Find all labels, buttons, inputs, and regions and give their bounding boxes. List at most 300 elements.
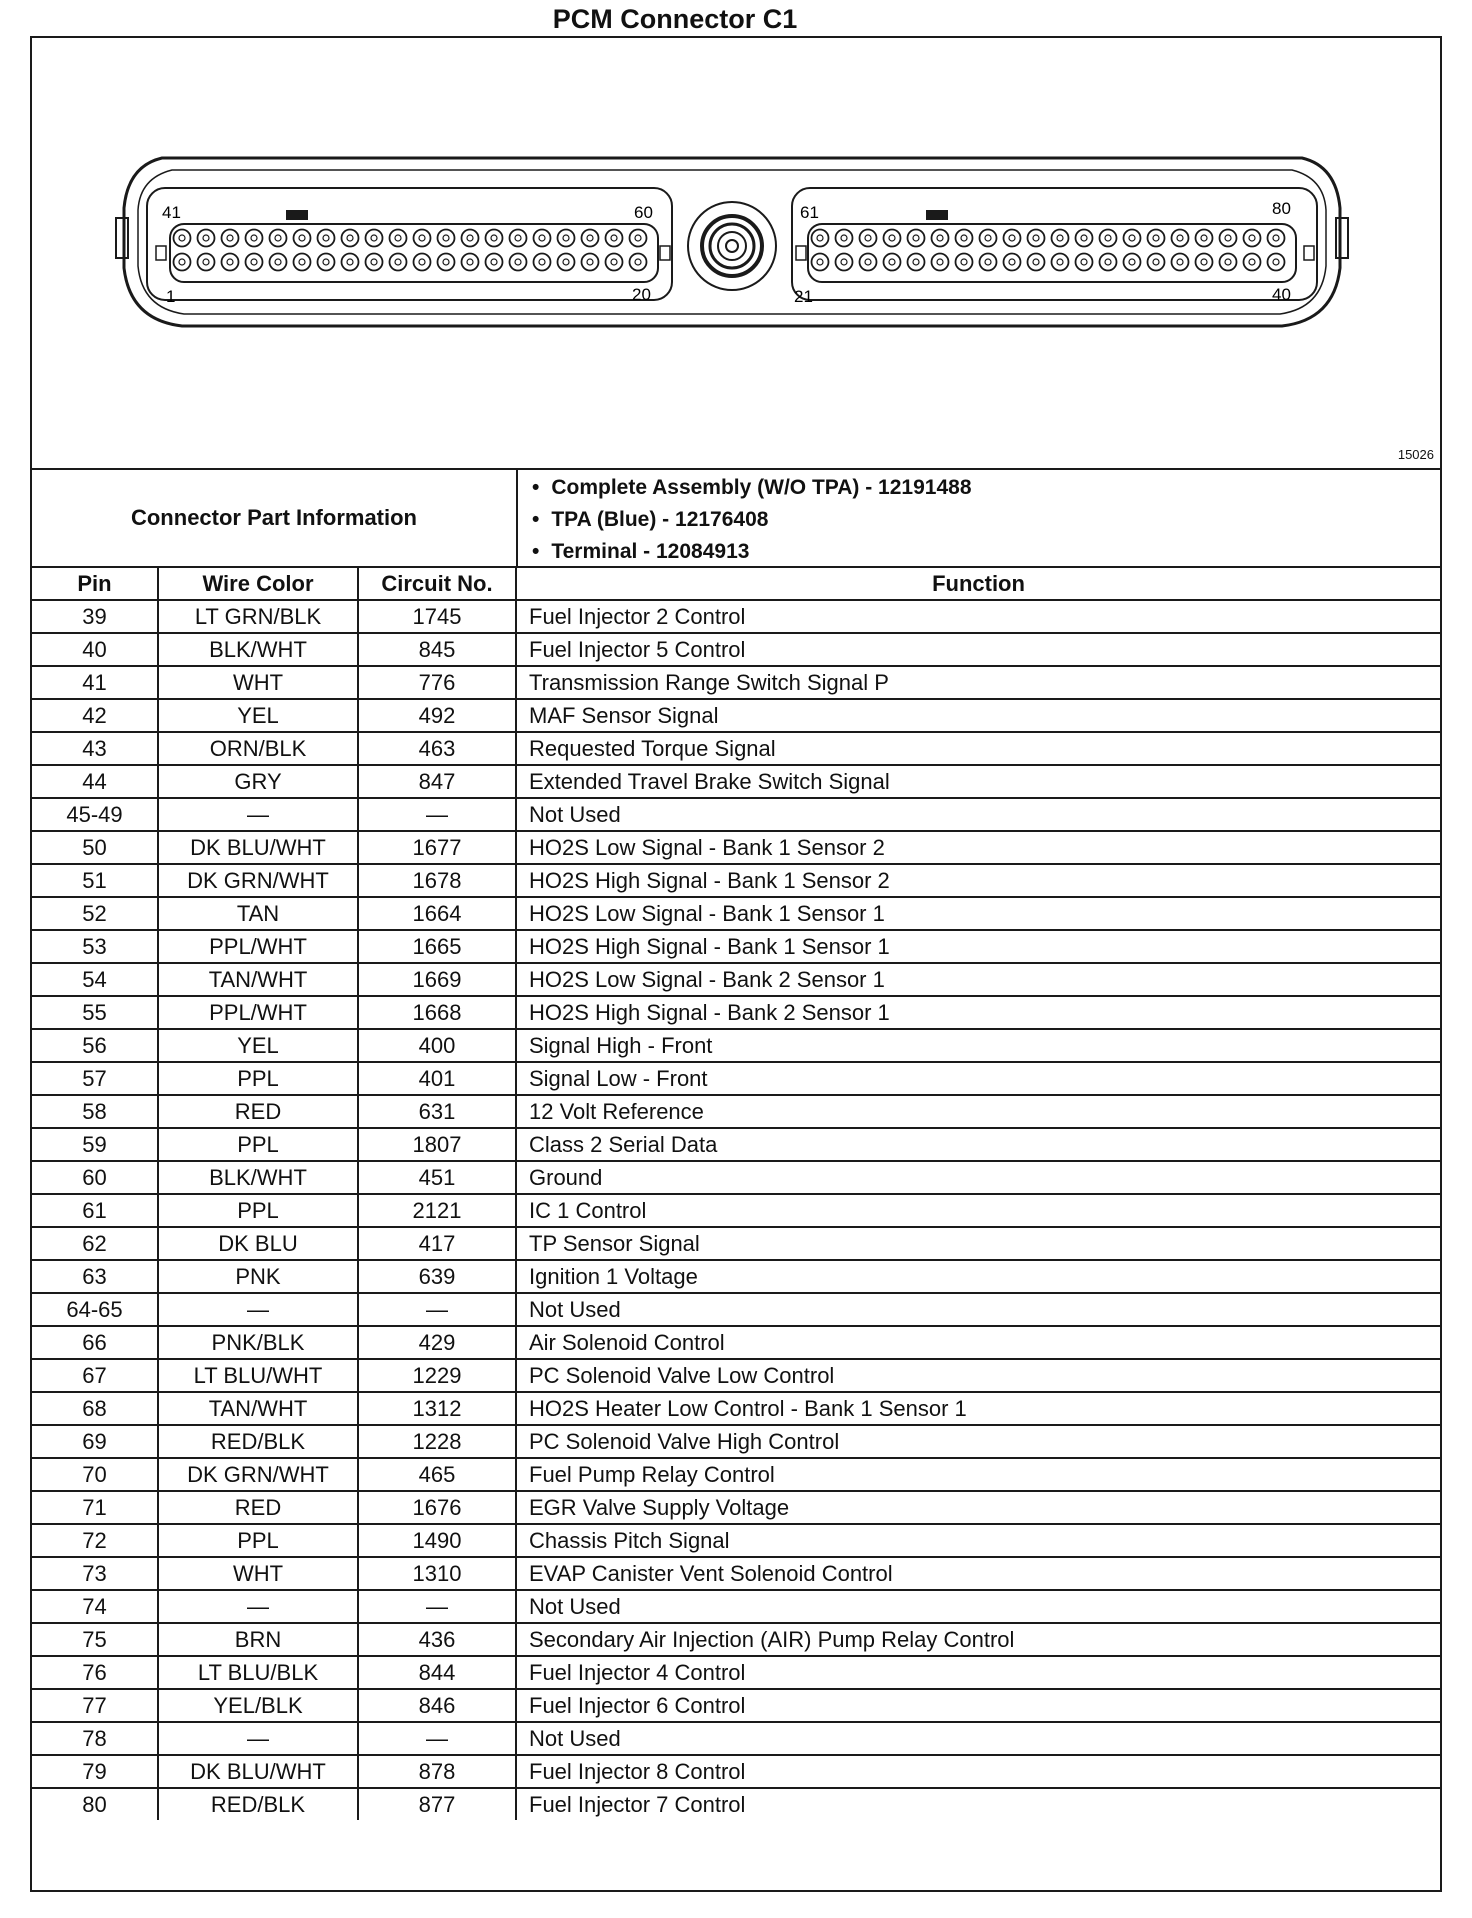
pin-hole bbox=[630, 230, 647, 247]
table-row bbox=[32, 831, 1440, 864]
function-cell: Transmission Range Switch Signal P bbox=[516, 666, 1440, 699]
pin-hole bbox=[438, 254, 455, 271]
pin-hole-center bbox=[1177, 235, 1183, 241]
pin-hole-center bbox=[371, 235, 377, 241]
wire-color-cell: LT GRN/BLK bbox=[158, 600, 358, 633]
wire-color-cell: DK GRN/WHT bbox=[158, 864, 358, 897]
pin-hole bbox=[908, 254, 925, 271]
left-small-latch-right bbox=[660, 246, 670, 260]
pin-cell: 72 bbox=[32, 1524, 158, 1557]
wire-color-cell: — bbox=[158, 798, 358, 831]
table-row bbox=[32, 963, 1440, 996]
pin-hole-center bbox=[515, 259, 521, 265]
function-cell: HO2S Low Signal - Bank 1 Sensor 2 bbox=[516, 831, 1440, 864]
pin-hole-center bbox=[635, 235, 641, 241]
pin-hole-center bbox=[865, 235, 871, 241]
pin-hole-center bbox=[563, 259, 569, 265]
pin-hole bbox=[860, 254, 877, 271]
pin-hole-center bbox=[985, 235, 991, 241]
table-row bbox=[32, 996, 1440, 1029]
pin-hole bbox=[956, 230, 973, 247]
pin-cell: 42 bbox=[32, 699, 158, 732]
pin-label-21: 21 bbox=[794, 287, 813, 306]
pin-hole bbox=[462, 230, 479, 247]
connector-diagram bbox=[32, 38, 1440, 470]
table-row bbox=[32, 1788, 1440, 1820]
pin-hole bbox=[582, 254, 599, 271]
pin-hole-center bbox=[913, 259, 919, 265]
pin-cell: 69 bbox=[32, 1425, 158, 1458]
pin-hole-center bbox=[1153, 235, 1159, 241]
pin-hole-center bbox=[371, 259, 377, 265]
circuit-cell: 846 bbox=[358, 1689, 516, 1722]
function-cell: Fuel Injector 8 Control bbox=[516, 1755, 1440, 1788]
wire-color-cell: — bbox=[158, 1722, 358, 1755]
function-cell: EGR Valve Supply Voltage bbox=[516, 1491, 1440, 1524]
pin-label-60: 60 bbox=[634, 203, 653, 222]
circuit-cell: 844 bbox=[358, 1656, 516, 1689]
table-row bbox=[32, 600, 1440, 633]
function-cell: PC Solenoid Valve Low Control bbox=[516, 1359, 1440, 1392]
header-function: Function bbox=[516, 567, 1440, 600]
pin-hole bbox=[1220, 230, 1237, 247]
wire-color-cell: DK GRN/WHT bbox=[158, 1458, 358, 1491]
pin-hole-center bbox=[865, 259, 871, 265]
pin-hole bbox=[884, 230, 901, 247]
table-row bbox=[32, 666, 1440, 699]
pin-hole bbox=[1172, 230, 1189, 247]
right-small-latch bbox=[1304, 246, 1314, 260]
wire-color-cell: RED bbox=[158, 1095, 358, 1128]
wire-color-cell: WHT bbox=[158, 666, 358, 699]
pin-hole bbox=[812, 230, 829, 247]
table-row bbox=[32, 699, 1440, 732]
table-row bbox=[32, 1722, 1440, 1755]
circuit-cell: 631 bbox=[358, 1095, 516, 1128]
pin-hole bbox=[486, 230, 503, 247]
table-row bbox=[32, 864, 1440, 897]
circuit-cell: 776 bbox=[358, 666, 516, 699]
center-bolt-ring-3 bbox=[718, 232, 746, 260]
function-cell: Ground bbox=[516, 1161, 1440, 1194]
pin-hole bbox=[366, 230, 383, 247]
pin-cell: 73 bbox=[32, 1557, 158, 1590]
table-row bbox=[32, 1755, 1440, 1788]
circuit-cell: 1312 bbox=[358, 1392, 516, 1425]
circuit-cell: 417 bbox=[358, 1227, 516, 1260]
circuit-cell: 401 bbox=[358, 1062, 516, 1095]
pin-hole-center bbox=[937, 235, 943, 241]
pin-hole-center bbox=[1225, 235, 1231, 241]
wire-color-cell: PPL bbox=[158, 1128, 358, 1161]
function-cell: Signal Low - Front bbox=[516, 1062, 1440, 1095]
circuit-cell: 436 bbox=[358, 1623, 516, 1656]
table-row bbox=[32, 1557, 1440, 1590]
pin-hole-center bbox=[467, 259, 473, 265]
pin-cell: 39 bbox=[32, 600, 158, 633]
pin-hole bbox=[980, 254, 997, 271]
circuit-cell: 451 bbox=[358, 1161, 516, 1194]
table-row bbox=[32, 732, 1440, 765]
pin-cell: 77 bbox=[32, 1689, 158, 1722]
pin-hole-center bbox=[539, 235, 545, 241]
function-cell: Chassis Pitch Signal bbox=[516, 1524, 1440, 1557]
circuit-cell: 1665 bbox=[358, 930, 516, 963]
pin-hole bbox=[222, 230, 239, 247]
pin-cell: 64-65 bbox=[32, 1293, 158, 1326]
circuit-cell: 1807 bbox=[358, 1128, 516, 1161]
pin-hole bbox=[294, 230, 311, 247]
table-row bbox=[32, 1161, 1440, 1194]
part-info-item: • Terminal - 12084913 bbox=[532, 536, 972, 568]
circuit-cell: 1228 bbox=[358, 1425, 516, 1458]
pin-hole-center bbox=[467, 235, 473, 241]
table-row bbox=[32, 1194, 1440, 1227]
pin-cell: 70 bbox=[32, 1458, 158, 1491]
function-cell: Not Used bbox=[516, 1722, 1440, 1755]
circuit-cell: 465 bbox=[358, 1458, 516, 1491]
pin-hole bbox=[510, 254, 527, 271]
wire-color-cell: — bbox=[158, 1293, 358, 1326]
wire-color-cell: YEL bbox=[158, 1029, 358, 1062]
pin-hole bbox=[1028, 254, 1045, 271]
pin-hole bbox=[836, 254, 853, 271]
pin-hole-center bbox=[1201, 259, 1207, 265]
circuit-cell: 845 bbox=[358, 633, 516, 666]
pin-hole bbox=[294, 254, 311, 271]
pin-hole-center bbox=[1153, 259, 1159, 265]
pin-cell: 53 bbox=[32, 930, 158, 963]
wire-color-cell: PPL bbox=[158, 1062, 358, 1095]
pin-hole-center bbox=[1177, 259, 1183, 265]
pin-hole-center bbox=[179, 235, 185, 241]
pin-cell: 61 bbox=[32, 1194, 158, 1227]
wire-color-cell: GRY bbox=[158, 765, 358, 798]
left-pin-block bbox=[147, 188, 672, 300]
pin-hole bbox=[414, 230, 431, 247]
table-header-row bbox=[32, 567, 1440, 600]
pin-hole-center bbox=[539, 259, 545, 265]
function-cell: 12 Volt Reference bbox=[516, 1095, 1440, 1128]
pin-hole-center bbox=[251, 259, 257, 265]
circuit-cell: 1229 bbox=[358, 1359, 516, 1392]
pin-hole bbox=[198, 254, 215, 271]
table-row bbox=[32, 633, 1440, 666]
pin-hole-center bbox=[611, 235, 617, 241]
circuit-cell: 1677 bbox=[358, 831, 516, 864]
pin-hole bbox=[1100, 230, 1117, 247]
pin-cell: 60 bbox=[32, 1161, 158, 1194]
circuit-cell: 1664 bbox=[358, 897, 516, 930]
function-cell: Fuel Injector 6 Control bbox=[516, 1689, 1440, 1722]
pin-hole bbox=[1028, 230, 1045, 247]
table-row bbox=[32, 1260, 1440, 1293]
circuit-cell: 1745 bbox=[358, 600, 516, 633]
pin-hole bbox=[1124, 254, 1141, 271]
pin-hole-center bbox=[937, 259, 943, 265]
pin-cell: 54 bbox=[32, 963, 158, 996]
wire-color-cell: RED bbox=[158, 1491, 358, 1524]
circuit-cell: — bbox=[358, 798, 516, 831]
pin-hole-center bbox=[299, 259, 305, 265]
pin-cell: 68 bbox=[32, 1392, 158, 1425]
function-cell: EVAP Canister Vent Solenoid Control bbox=[516, 1557, 1440, 1590]
pin-hole-center bbox=[323, 259, 329, 265]
wire-color-cell: TAN/WHT bbox=[158, 963, 358, 996]
table-row bbox=[32, 1623, 1440, 1656]
pin-hole-center bbox=[1057, 259, 1063, 265]
table-row bbox=[32, 1458, 1440, 1491]
pin-cell: 71 bbox=[32, 1491, 158, 1524]
pin-hole-center bbox=[515, 235, 521, 241]
pin-hole-center bbox=[587, 235, 593, 241]
pin-hole-center bbox=[491, 259, 497, 265]
table-row bbox=[32, 1524, 1440, 1557]
table-row bbox=[32, 798, 1440, 831]
pin-hole bbox=[1052, 230, 1069, 247]
wire-color-cell: DK BLU bbox=[158, 1227, 358, 1260]
pin-hole bbox=[414, 254, 431, 271]
pin-hole bbox=[980, 230, 997, 247]
function-cell: Class 2 Serial Data bbox=[516, 1128, 1440, 1161]
pin-hole-center bbox=[203, 259, 209, 265]
part-info-item: • TPA (Blue) - 12176408 bbox=[532, 504, 972, 536]
pin-hole-center bbox=[323, 235, 329, 241]
function-cell: HO2S Low Signal - Bank 1 Sensor 1 bbox=[516, 897, 1440, 930]
pin-hole bbox=[1196, 230, 1213, 247]
pin-hole-center bbox=[1225, 259, 1231, 265]
pin-cell: 50 bbox=[32, 831, 158, 864]
circuit-cell: 639 bbox=[358, 1260, 516, 1293]
pin-hole-center bbox=[1249, 235, 1255, 241]
table-row bbox=[32, 1029, 1440, 1062]
part-info-label: Connector Part Information bbox=[32, 470, 518, 566]
table-row bbox=[32, 1656, 1440, 1689]
function-cell: HO2S High Signal - Bank 1 Sensor 2 bbox=[516, 864, 1440, 897]
function-cell: Extended Travel Brake Switch Signal bbox=[516, 765, 1440, 798]
wire-color-cell: RED/BLK bbox=[158, 1425, 358, 1458]
pin-hole-center bbox=[491, 235, 497, 241]
circuit-cell: 2121 bbox=[358, 1194, 516, 1227]
pin-hole-center bbox=[203, 235, 209, 241]
table-row bbox=[32, 1425, 1440, 1458]
pin-hole bbox=[318, 230, 335, 247]
right-latch bbox=[1336, 218, 1348, 258]
pin-hole-center bbox=[961, 259, 967, 265]
pin-hole-center bbox=[563, 235, 569, 241]
part-info-list bbox=[532, 472, 972, 568]
pin-hole-center bbox=[961, 235, 967, 241]
pin-hole-center bbox=[227, 259, 233, 265]
pin-hole bbox=[246, 254, 263, 271]
pin-hole-center bbox=[611, 259, 617, 265]
pin-hole bbox=[510, 230, 527, 247]
pin-cell: 57 bbox=[32, 1062, 158, 1095]
pin-hole bbox=[1124, 230, 1141, 247]
pin-hole bbox=[1100, 254, 1117, 271]
pin-hole bbox=[174, 230, 191, 247]
pin-hole bbox=[1268, 230, 1285, 247]
circuit-cell: 1669 bbox=[358, 963, 516, 996]
pin-hole bbox=[1076, 230, 1093, 247]
circuit-cell: — bbox=[358, 1722, 516, 1755]
pin-cell: 76 bbox=[32, 1656, 158, 1689]
function-cell: HO2S High Signal - Bank 2 Sensor 1 bbox=[516, 996, 1440, 1029]
pin-hole bbox=[606, 230, 623, 247]
wire-color-cell: BLK/WHT bbox=[158, 633, 358, 666]
circuit-cell: — bbox=[358, 1293, 516, 1326]
pin-hole-center bbox=[635, 259, 641, 265]
pin-hole bbox=[318, 254, 335, 271]
pin-hole bbox=[222, 254, 239, 271]
pin-hole bbox=[884, 254, 901, 271]
pin-hole-center bbox=[275, 235, 281, 241]
left-latch bbox=[116, 218, 128, 258]
wire-color-cell: BLK/WHT bbox=[158, 1161, 358, 1194]
function-cell: IC 1 Control bbox=[516, 1194, 1440, 1227]
function-cell: Secondary Air Injection (AIR) Pump Relay Control bbox=[516, 1623, 1440, 1656]
function-cell: HO2S High Signal - Bank 1 Sensor 1 bbox=[516, 930, 1440, 963]
table-row bbox=[32, 930, 1440, 963]
wire-color-cell: PNK/BLK bbox=[158, 1326, 358, 1359]
pin-hole bbox=[1148, 230, 1165, 247]
wire-color-cell: ORN/BLK bbox=[158, 732, 358, 765]
pin-hole bbox=[558, 230, 575, 247]
pin-hole-center bbox=[1201, 235, 1207, 241]
pin-hole-center bbox=[275, 259, 281, 265]
pin-hole bbox=[270, 254, 287, 271]
pin-hole-center bbox=[347, 235, 353, 241]
pin-hole bbox=[1172, 254, 1189, 271]
pin-hole bbox=[908, 230, 925, 247]
function-cell: PC Solenoid Valve High Control bbox=[516, 1425, 1440, 1458]
pin-hole bbox=[1148, 254, 1165, 271]
pin-hole-center bbox=[1033, 235, 1039, 241]
pin-label-20: 20 bbox=[632, 285, 651, 304]
page-title: PCM Connector C1 bbox=[552, 4, 798, 34]
pin-cell: 67 bbox=[32, 1359, 158, 1392]
pin-label-41: 41 bbox=[162, 203, 181, 222]
pin-cell: 41 bbox=[32, 666, 158, 699]
pin-hole-center bbox=[985, 259, 991, 265]
circuit-cell: 463 bbox=[358, 732, 516, 765]
table-row bbox=[32, 1095, 1440, 1128]
table-row bbox=[32, 897, 1440, 930]
function-cell: HO2S Heater Low Control - Bank 1 Sensor 1 bbox=[516, 1392, 1440, 1425]
pin-hole bbox=[812, 254, 829, 271]
pin-hole-center bbox=[1057, 235, 1063, 241]
circuit-cell: 492 bbox=[358, 699, 516, 732]
left-key bbox=[286, 210, 308, 220]
pin-hole bbox=[932, 230, 949, 247]
pin-hole bbox=[582, 230, 599, 247]
table-row bbox=[32, 1359, 1440, 1392]
function-cell: Ignition 1 Voltage bbox=[516, 1260, 1440, 1293]
pin-hole-center bbox=[179, 259, 185, 265]
pin-hole bbox=[534, 254, 551, 271]
pin-hole bbox=[438, 230, 455, 247]
wire-color-cell: TAN/WHT bbox=[158, 1392, 358, 1425]
pin-label-1: 1 bbox=[166, 287, 176, 306]
table-row bbox=[32, 1590, 1440, 1623]
wire-color-cell: YEL/BLK bbox=[158, 1689, 358, 1722]
pin-hole bbox=[270, 230, 287, 247]
function-cell: Requested Torque Signal bbox=[516, 732, 1440, 765]
function-cell: MAF Sensor Signal bbox=[516, 699, 1440, 732]
right-key bbox=[926, 210, 948, 220]
wire-color-cell: TAN bbox=[158, 897, 358, 930]
pin-hole-center bbox=[1033, 259, 1039, 265]
center-bolt-core bbox=[726, 240, 738, 252]
pin-hole bbox=[1196, 254, 1213, 271]
pin-hole bbox=[1268, 254, 1285, 271]
pin-cell: 52 bbox=[32, 897, 158, 930]
pin-cell: 78 bbox=[32, 1722, 158, 1755]
pin-hole bbox=[246, 230, 263, 247]
circuit-cell: 1678 bbox=[358, 864, 516, 897]
center-bolt-ring-2 bbox=[710, 224, 754, 268]
wire-color-cell: YEL bbox=[158, 699, 358, 732]
right-pin-field bbox=[808, 224, 1296, 282]
circuit-cell: 400 bbox=[358, 1029, 516, 1062]
pin-hole bbox=[342, 230, 359, 247]
pin-hole-center bbox=[419, 235, 425, 241]
pin-hole-center bbox=[889, 235, 895, 241]
function-cell: Not Used bbox=[516, 1293, 1440, 1326]
part-info-item: • Complete Assembly (W/O TPA) - 12191488 bbox=[532, 472, 972, 504]
wire-color-cell: PPL/WHT bbox=[158, 996, 358, 1029]
circuit-cell: 1676 bbox=[358, 1491, 516, 1524]
table-row bbox=[32, 1392, 1440, 1425]
function-cell: Fuel Pump Relay Control bbox=[516, 1458, 1440, 1491]
pin-hole-center bbox=[395, 259, 401, 265]
pin-hole bbox=[1052, 254, 1069, 271]
pin-hole bbox=[534, 230, 551, 247]
circuit-cell: 878 bbox=[358, 1755, 516, 1788]
pin-hole bbox=[956, 254, 973, 271]
circuit-cell: — bbox=[358, 1590, 516, 1623]
pin-hole-center bbox=[817, 235, 823, 241]
wire-color-cell: DK BLU/WHT bbox=[158, 831, 358, 864]
wire-color-cell: PPL/WHT bbox=[158, 930, 358, 963]
pin-hole bbox=[1220, 254, 1237, 271]
pin-cell: 74 bbox=[32, 1590, 158, 1623]
wire-color-cell: — bbox=[158, 1590, 358, 1623]
wire-color-cell: DK BLU/WHT bbox=[158, 1755, 358, 1788]
pin-hole bbox=[390, 230, 407, 247]
pin-hole-center bbox=[817, 259, 823, 265]
pin-cell: 44 bbox=[32, 765, 158, 798]
pin-hole bbox=[558, 254, 575, 271]
pin-cell: 40 bbox=[32, 633, 158, 666]
wire-color-cell: PNK bbox=[158, 1260, 358, 1293]
pin-hole-center bbox=[443, 259, 449, 265]
wire-color-cell: BRN bbox=[158, 1623, 358, 1656]
table-row bbox=[32, 1227, 1440, 1260]
pin-label-80: 80 bbox=[1272, 199, 1291, 218]
function-cell: Fuel Injector 4 Control bbox=[516, 1656, 1440, 1689]
function-cell: HO2S Low Signal - Bank 2 Sensor 1 bbox=[516, 963, 1440, 996]
pin-hole bbox=[1004, 230, 1021, 247]
circuit-cell: 429 bbox=[358, 1326, 516, 1359]
pin-cell: 56 bbox=[32, 1029, 158, 1062]
pin-hole bbox=[366, 254, 383, 271]
right-small-latch-left bbox=[796, 246, 806, 260]
pin-hole-center bbox=[1273, 259, 1279, 265]
pin-hole bbox=[1004, 254, 1021, 271]
pin-hole-center bbox=[395, 235, 401, 241]
pin-hole bbox=[1076, 254, 1093, 271]
